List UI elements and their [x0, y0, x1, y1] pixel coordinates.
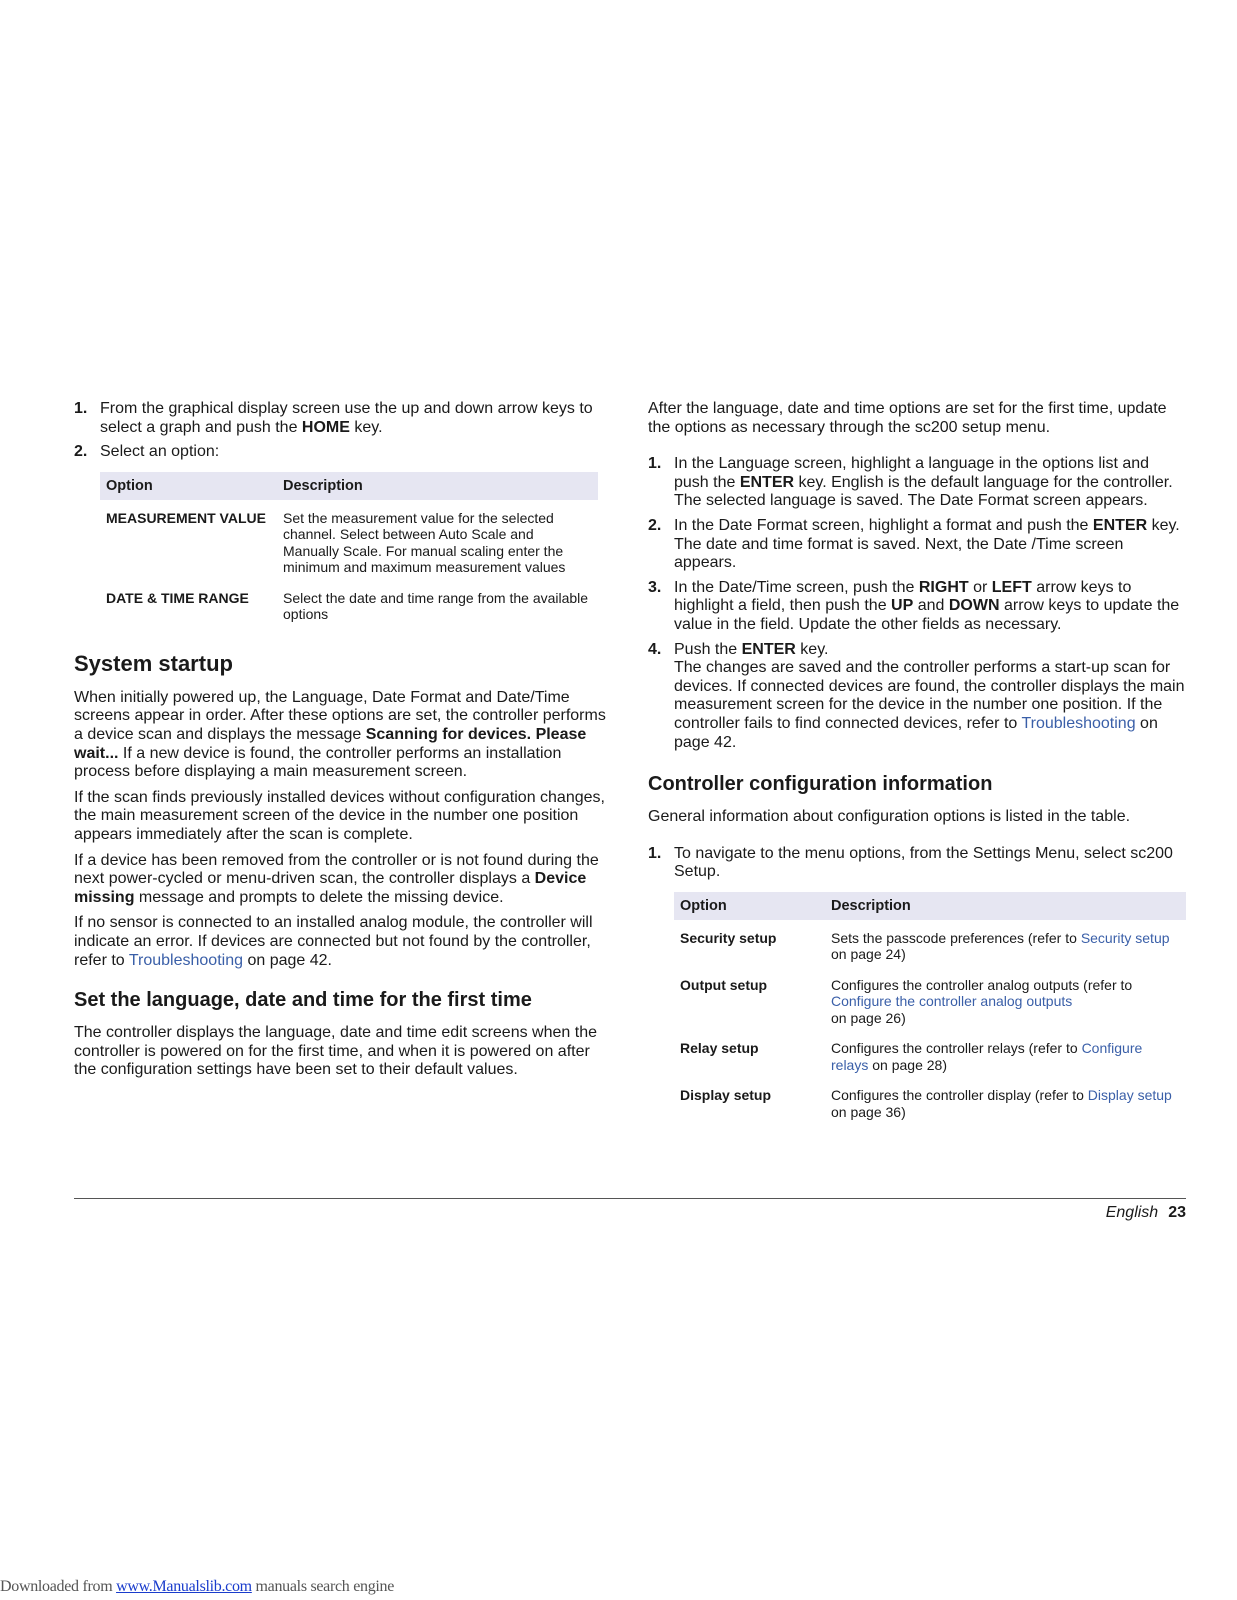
- description-cell: Set the measurement value for the selected channel. Select between Auto Scale and Manually Scale. For manual scaling enter the minimum and maximum measurement values: [283, 509, 566, 576]
- step-number: 1.: [648, 455, 662, 473]
- description-cell: Configures the controller relays (refer to Configure relays on page 28): [831, 1040, 1143, 1073]
- step-item: 3. In the Date/Time screen, push the RIGHT or LEFT arrow keys to highlight a field, then push the UP and DOWN arrow keys to update the value in the field. Update the other fields as necessary.: [648, 578, 1180, 633]
- key-down: DOWN: [948, 597, 1000, 615]
- footer-language: English: [1105, 1204, 1159, 1221]
- key-right: RIGHT: [918, 578, 969, 596]
- option-cell: Security setup: [680, 929, 777, 946]
- key-home: HOME: [301, 418, 350, 436]
- step-result: The selected language is saved. The Date Format screen appears.: [674, 492, 1148, 510]
- download-banner: [0, 1578, 394, 1596]
- key-enter: ENTER: [741, 640, 796, 658]
- description-cell: Select the date and time range from the available options: [283, 589, 589, 623]
- step-text: From the graphical display screen use the up and down arrow keys to select a graph and push the: [100, 400, 593, 436]
- config-paragraph: General information about configuration options is listed in the table.: [648, 808, 1131, 826]
- page-footer: [1106, 1204, 1186, 1222]
- step-number: 2.: [74, 443, 88, 461]
- language-steps: [648, 455, 1186, 752]
- download-prefix: Downloaded from: [0, 1578, 117, 1595]
- language-paragraph: The controller displays the language, date and time edit screens when the controller is powered on for the first time, and when it is powered on after the configuration settings have been set to their default values.: [74, 1024, 597, 1079]
- step-result: The changes are saved and the controller performs a start-up scan for devices. If connected devices are found, the controller displays the main measurement screen for the device in the number one position. If the controller fails to find connected devices, refer to: [674, 659, 1185, 732]
- left-column: [74, 400, 610, 1087]
- header-option: Option: [674, 892, 825, 920]
- intro-paragraph: After the language, date and time options are set for the first time, update the options as necessary through the sc200 setup menu.: [648, 400, 1167, 436]
- table-row: [674, 1034, 1186, 1081]
- option-cell: Output setup: [680, 976, 768, 993]
- step-item: [74, 443, 610, 462]
- step-item: 1. In the Language screen, highlight a language in the options list and push the ENTER key. English is the default language for the controller. The selected language is saved. The Date Format screen appears.: [648, 455, 1173, 510]
- startup-paragraph-3: If a device has been removed from the controller or is not found during the next power-cycled or menu-driven scan, the controller displays a Device missing message and prompts to delete the missing device.: [74, 851, 599, 906]
- startup-paragraph-2: If the scan finds previously installed devices without configuration changes, the main measurement screen of the device in the number one position appears immediately after the scan is complete.: [74, 788, 605, 843]
- relay-setup-link[interactable]: Configure relays: [831, 1040, 1143, 1073]
- step-number: 1.: [74, 400, 88, 417]
- step-number: 4.: [648, 640, 662, 658]
- scanning-message: Scanning for devices. Please wait...: [74, 725, 587, 762]
- step-item: [74, 400, 610, 437]
- key-enter: ENTER: [739, 473, 795, 491]
- description-cell: Configures the controller display (refer to Display setup on page 36): [831, 1087, 1172, 1120]
- description-cell: Configures the controller analog outputs (refer to Configure the controller analog outputs on page 26): [831, 976, 1133, 1026]
- header-description: Description: [825, 892, 1186, 920]
- output-setup-link[interactable]: Configure the controller analog outputs: [831, 993, 1073, 1010]
- manualslib-link[interactable]: www.Manualslib.com: [116, 1578, 252, 1595]
- page-number: 23: [1168, 1204, 1186, 1221]
- display-steps: [74, 400, 610, 462]
- config-table-wrap: [674, 892, 1186, 1129]
- right-column: [648, 400, 1186, 1128]
- step-number: 3.: [648, 578, 662, 596]
- table-row: [100, 584, 598, 631]
- footer-divider: [74, 1198, 1186, 1199]
- step-item: 4. Push the ENTER key. The changes are saved and the controller performs a start-up scan for devices. If connected devices are found, the controller displays the main measurement screen for the device in the number one position. If the controller fails to find connected devices, refer to Troubleshooting on page 42.: [648, 640, 1185, 751]
- troubleshooting-link[interactable]: Troubleshooting: [1021, 714, 1136, 732]
- troubleshooting-link[interactable]: Troubleshooting: [128, 951, 243, 969]
- config-steps: [648, 845, 1186, 882]
- step-number: 2.: [648, 516, 662, 534]
- display-setup-link[interactable]: Display setup: [1087, 1087, 1172, 1104]
- device-missing-message: Device missing: [74, 870, 587, 906]
- graph-options-table: [100, 472, 598, 631]
- table-row: [100, 500, 598, 584]
- section-heading-language: Set the language, date and time for the first time: [74, 989, 532, 1012]
- option-cell: MEASUREMENT VALUE: [106, 509, 266, 526]
- startup-paragraph-1: When initially powered up, the Language, Date Format and Date/Time screens appear in order. After these options are set, the controller performs a device scan and displays the message Scanning for devices. Please wait... If a new device is found, the controller performs an installation process before displaying a main measurement screen.: [74, 688, 606, 781]
- graph-options-table-wrap: [100, 472, 598, 631]
- table-row: [674, 971, 1186, 1035]
- key-left: LEFT: [991, 578, 1032, 596]
- key-up: UP: [891, 597, 914, 615]
- download-suffix: manuals search engine: [251, 1578, 395, 1595]
- step-item: [648, 845, 1186, 882]
- step-item: 2. In the Date Format screen, highlight a format and push the ENTER key. The date and time format is saved. Next, the Date /Time screen appears.: [648, 516, 1180, 572]
- table-header-row: [674, 892, 1186, 920]
- section-heading-system-startup: System startup: [74, 650, 233, 676]
- startup-paragraph-4: If no sensor is connected to an installed analog module, the controller will indicate an error. If devices are connected but not found by the controller, refer to Troubleshooting on page 42.: [74, 914, 593, 969]
- header-description: Description: [277, 472, 598, 500]
- description-cell: Sets the passcode preferences (refer to Security setup on page 24): [831, 929, 1170, 963]
- step-number: 1.: [648, 844, 662, 862]
- table-row: [674, 1081, 1186, 1128]
- header-option: Option: [100, 472, 277, 500]
- option-cell: Display setup: [680, 1087, 772, 1104]
- table-row: [674, 920, 1186, 971]
- section-heading-controller-config: Controller configuration information: [648, 773, 993, 796]
- table-header-row: [100, 472, 598, 500]
- config-options-table: [674, 892, 1186, 1129]
- key-enter: ENTER: [1092, 516, 1148, 534]
- step-text: To navigate to the menu options, from the Settings Menu, select sc200 Setup.: [674, 844, 1173, 881]
- option-cell: DATE & TIME RANGE: [106, 589, 249, 606]
- step-result: The date and time format is saved. Next, the Date /Time screen appears.: [674, 535, 1124, 572]
- security-setup-link[interactable]: Security setup: [1080, 929, 1170, 946]
- step-text: Select an option:: [100, 443, 220, 461]
- option-cell: Relay setup: [680, 1040, 759, 1057]
- step-text-end: key.: [349, 418, 383, 436]
